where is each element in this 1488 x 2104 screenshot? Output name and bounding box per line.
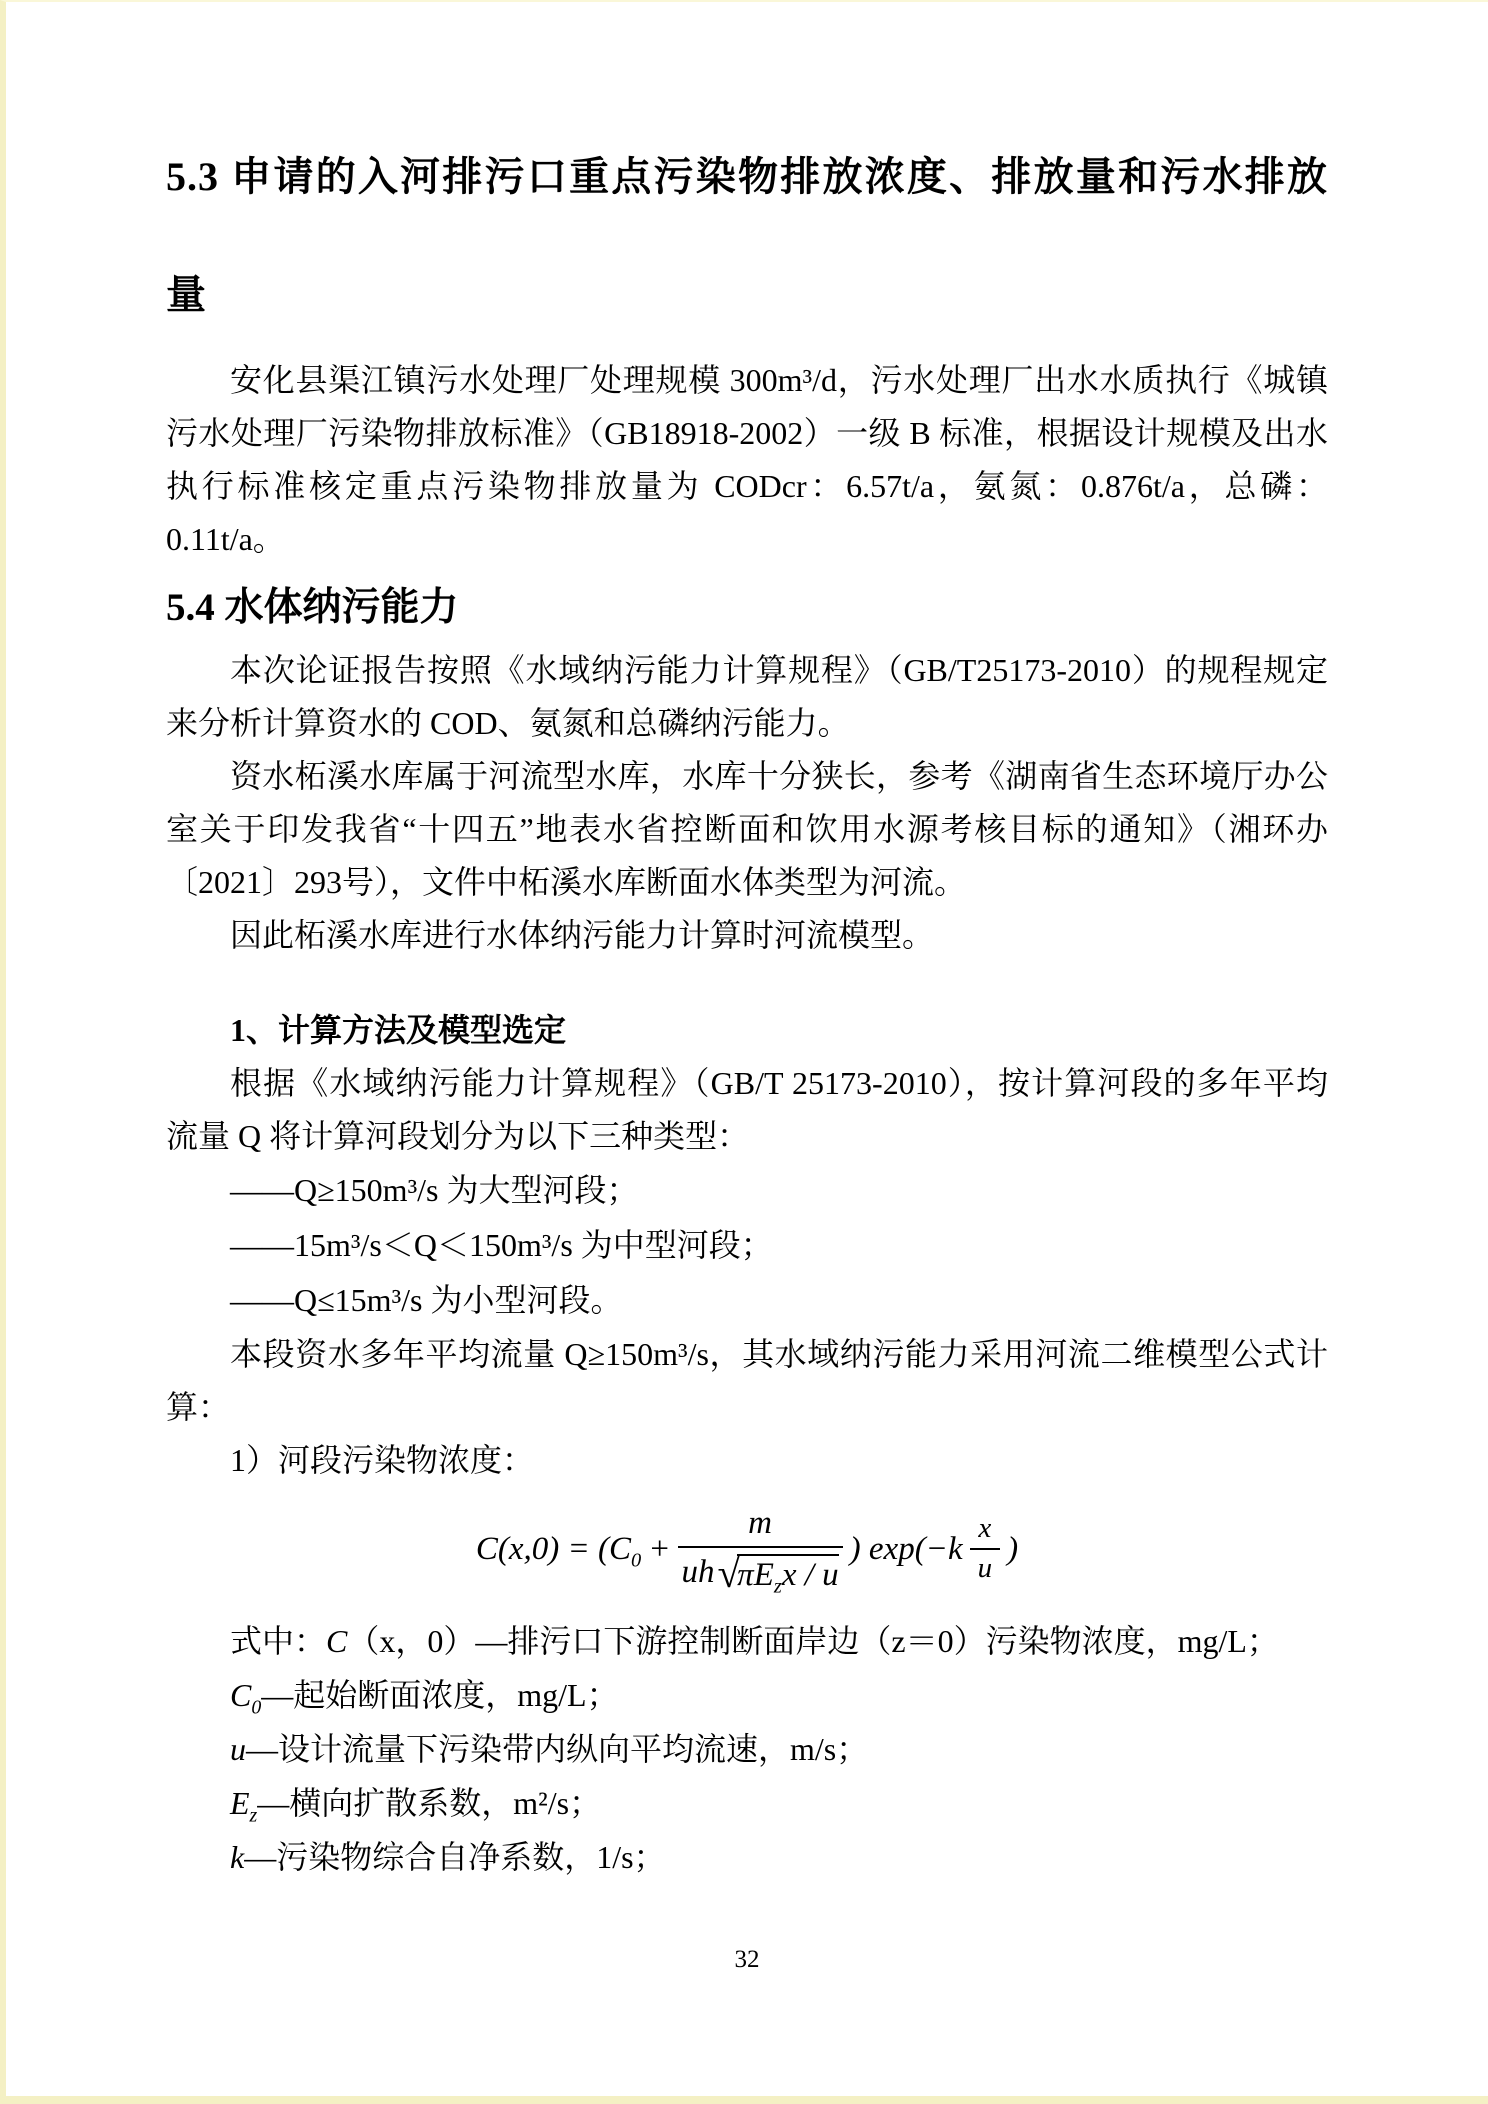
definition-text: （x，0）—排污口下游控制断面岸边（z＝0）污染物浓度，mg/L；	[347, 1622, 1279, 1659]
formula-operator: +	[648, 1531, 671, 1568]
symbol-Ez	[230, 1784, 258, 1826]
definition-u	[166, 1722, 1328, 1776]
formula-term: x / u	[781, 1557, 839, 1594]
definition-text: —污染物综合自净系数，1/s；	[244, 1838, 666, 1875]
paragraph-procedure: 本次论证报告按照《水域纳污能力计算规程》（GB/T25173-2010）的规程规定来分析计算资水的 COD、氨氮和总磷纳污能力。	[166, 652, 1328, 741]
symbol-k: k	[230, 1838, 245, 1875]
river-type-medium: ——15m³/s＜Q＜150m³/s 为中型河段；	[230, 1227, 773, 1263]
river-type-large: ——Q≥150m³/s 为大型河段；	[230, 1172, 639, 1208]
paragraph-wwtp-discharge: 安化县渠江镇污水处理厂处理规模 300m³/d，污水处理厂出水水质执行《城镇污水处理厂污染物排放标准》（GB18918-2002）一级 B 标准，根据设计规模及出水执行标准核定重点污染物排放量为 CODcr：6.57t/a，氨氮：0.876t/a，总磷：0.11t/a。	[166, 362, 1328, 557]
radical-sign: √	[717, 1550, 741, 1597]
radicand	[737, 1554, 839, 1598]
symbol-C0	[230, 1676, 262, 1718]
formula-term: )	[1007, 1531, 1019, 1568]
formula-term: C	[230, 1676, 252, 1713]
definition-k	[166, 1830, 1328, 1884]
heading-5-3-line1: 5.3 申请的入河排污口重点污染物排放浓度、排放量和污水排放	[166, 154, 1328, 199]
symbol-u: u	[230, 1730, 246, 1767]
fraction-numerator: m	[748, 1505, 772, 1541]
formula-subscript: z	[249, 1803, 258, 1826]
definition-intro: 式中：	[230, 1622, 327, 1659]
definition-text: —横向扩散系数，m²/s；	[257, 1784, 602, 1821]
formula-term: ) exp(−k	[849, 1531, 963, 1568]
section-heading-5-3	[166, 118, 1328, 354]
formula-subscript: 0	[251, 1695, 262, 1718]
formula-term: E	[230, 1784, 250, 1821]
formula-term: πE	[737, 1557, 774, 1594]
formula-lhs	[475, 1531, 642, 1572]
fraction-numerator: x	[978, 1512, 992, 1545]
subheading-method-selection: 1、计算方法及模型选定	[230, 1012, 567, 1048]
definition-ez	[166, 1776, 1328, 1830]
paragraph-basis: 根据《水域纳污能力计算规程》（GB/T 25173-2010），按计算河段的多年平均流量 Q 将计算河段划分为以下三种类型：	[166, 1065, 1328, 1154]
formula-term: uh	[681, 1554, 715, 1591]
paragraph-reservoir: 资水柘溪水库属于河流型水库，水库十分狭长，参考《湖南省生态环境厅办公室关于印发我省“十四五”地表水省控断面和饮用水源考核目标的通知》（湘环办〔2021〕293号），文件中柘溪水库断面水体类型为河流。	[166, 758, 1328, 900]
heading-5-3-line2: 量	[166, 272, 207, 317]
formula-term: C(x,0) = (C	[475, 1531, 632, 1568]
river-type-small: ——Q≤15m³/s 为小型河段。	[230, 1282, 623, 1318]
fraction-denominator	[678, 1546, 843, 1598]
symbol-C: C	[326, 1622, 348, 1659]
page-number: 32	[734, 1946, 760, 1973]
definition-text: —设计流量下污染带内纵向平均流速，m/s；	[246, 1730, 869, 1767]
fraction-denominator: u	[970, 1548, 1001, 1585]
definition-c-x0	[166, 1614, 1328, 1668]
definition-c0	[166, 1668, 1328, 1722]
formula-subscript: 0	[631, 1549, 642, 1572]
definition-text: —起始断面浓度，mg/L；	[261, 1676, 619, 1713]
paragraph-concentration-label: 1）河段污染物浓度：	[230, 1442, 535, 1478]
formula-river-2d-model	[166, 1505, 1328, 1598]
section-heading-5-4: 5.4 水体纳污能力	[166, 586, 459, 629]
paragraph-section-flow: 本段资水多年平均流量 Q≥150m³/s，其水域纳污能力采用河流二维模型公式计算：	[166, 1336, 1328, 1425]
page-content	[166, 118, 1328, 1884]
formula-subscript: z	[773, 1575, 782, 1598]
paragraph-therefore: 因此柘溪水库进行水体纳污能力计算时河流模型。	[230, 917, 935, 953]
formula-exponent-fraction	[970, 1513, 1001, 1585]
formula-fraction	[678, 1505, 843, 1598]
